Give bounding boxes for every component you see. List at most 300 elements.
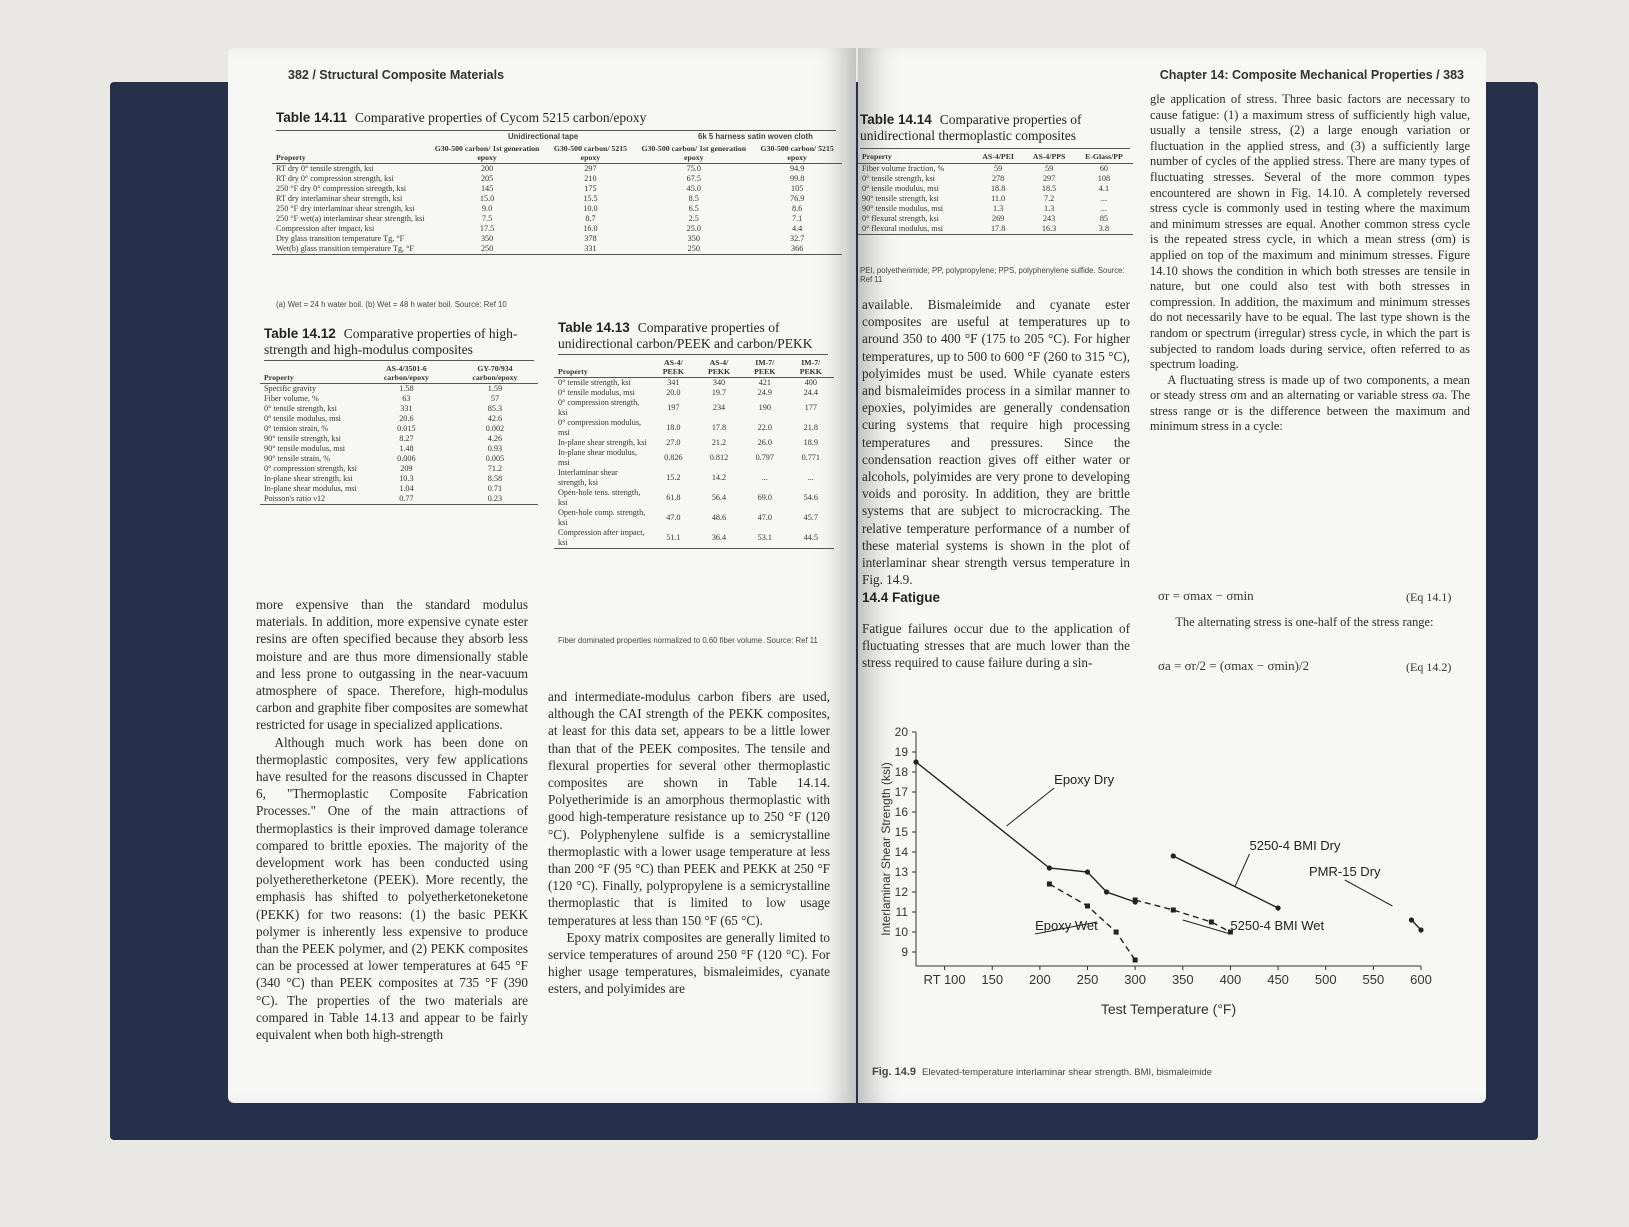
column-header: G30-500 carbon/ 1st generation epoxy	[635, 144, 752, 164]
table-cell: 47.0	[666, 513, 681, 523]
table-cell: 234	[712, 403, 726, 413]
table-cell: 18.8	[990, 183, 1006, 193]
table-row	[554, 418, 834, 438]
table-row	[858, 214, 1133, 224]
data-point	[1133, 958, 1138, 963]
column-header: GY-70/934 carbon/epoxy	[452, 364, 538, 384]
table-row	[554, 468, 834, 488]
table-cell: 177	[804, 403, 817, 413]
table-cell: Compression after impact, ksi	[554, 528, 651, 549]
table-row	[858, 174, 1133, 184]
series-label: Epoxy Dry	[1054, 772, 1115, 787]
table-cell: 0.71	[487, 484, 503, 494]
table-row	[260, 474, 538, 484]
fatigue-intro-text: Fatigue failures occur due to the application of fluctuating stresses that are much lower than the stress required to cause failure during a sin-	[862, 621, 1130, 671]
table-cell: 25.0	[686, 224, 701, 234]
table-cell: 0.771	[801, 453, 820, 463]
y-tick-label: 9	[901, 945, 908, 959]
table-cell: 0.812	[709, 453, 729, 463]
left-column-2-text: and intermediate-modulus carbon fibers are used, although the CAI strength of the PEKK composites, at least for this data set, appears to be a little lower than that of the PEEK composites. The tensile and flexural properties for several other thermoplastic composites are shown in Table 14.14. Polyetherimide is an amorphous thermoplastic with good high-temperature resistance up to 250 °F (120 °C). Polyphenylene sulfide is a semicrystalline thermoplastic with a lower usage temperature at less than 200 °F (95 °C) than PEEK and PEKK at 250 °F (120 °C). Finally, polypropylene is a semicrystalline thermoplastic that is limited to low usage temperatures at less than 150 °F (65 °C). Epoxy matrix composites are generally limited to service temperatures of around 250 °F (120 °C). For higher usage temperatures, bismaleimides, cyanate esters, and polyimides are	[548, 689, 830, 997]
table-cell: 4.1	[1098, 183, 1110, 193]
equation-14-1: σr = σmax − σmin	[1158, 588, 1254, 603]
left-page	[228, 48, 856, 1103]
column-header: AS-4/3501-6 carbon/epoxy	[361, 364, 452, 384]
table-cell: 366	[752, 244, 842, 255]
table-cell: 1.3	[993, 203, 1004, 213]
table-14-12-title: Table 14.12 Comparative properties of high-strength and high-modulus composites	[264, 326, 518, 357]
table-row	[554, 438, 834, 448]
table-row	[272, 164, 842, 175]
x-tick-label: 150	[981, 972, 1004, 987]
table-cell: 10.0	[583, 204, 598, 214]
data-point	[1275, 905, 1280, 910]
table-cell: 0.93	[487, 444, 503, 454]
data-point	[1047, 882, 1052, 887]
table-cell: 21.2	[711, 438, 727, 448]
column-header: AS-4/ PEKK	[696, 358, 742, 378]
series-line	[1173, 856, 1278, 908]
table-cell: 350	[687, 234, 700, 244]
table-cell: 4.4	[792, 224, 803, 234]
column-header: G30-500 carbon/ 1st generation epoxy	[429, 144, 546, 164]
series-label: Epoxy Wet	[1035, 918, 1098, 933]
table-row	[272, 184, 842, 194]
table-cell: 69.0	[757, 493, 772, 503]
table-rule	[558, 354, 828, 355]
table-cell: 190	[758, 403, 771, 413]
table-row	[272, 214, 842, 224]
table-14-11-title: Table 14.11 Comparative properties of Cycom 5215 carbon/epoxy	[276, 110, 647, 125]
table-cell: 99.8	[789, 174, 805, 184]
right-column-1-text: available. Bismaleimide and cyanate ester composites are useful at temperatures up to around 350 to 400 °F (175 to 205 °C). For higher temperatures, up to 500 to 600 °F (260 to 315 °C), polyimides must be used. While cyanate esters and bismaleimides process in a similar manner to epoxies, polyimides are generally condensation curing systems that require high processing temperatures and pressures. Since the condensation reaction gives off either water or alcohols, polyimides are very prone to developing voids and porosity. In addition, they are brittle systems that are subject to microcracking. The relative temperature performance of a number of these material systems is shown in the plot of interlaminar shear strength versus temperature in Fig. 14.9.	[862, 297, 1130, 588]
table-row	[272, 224, 842, 234]
table-cell: 59	[994, 163, 1003, 173]
table-cell: RT dry 0° compression strength, ksi	[276, 174, 394, 184]
table-cell: ...	[761, 473, 768, 483]
table-cell: 1.04	[399, 484, 414, 494]
table-cell: 9.0	[481, 204, 493, 214]
table-cell: Fiber volume fraction, %	[862, 163, 945, 173]
table-row	[554, 388, 834, 398]
table-cell: 20.6	[399, 414, 414, 424]
table-14-14-footnote: PEI, polyetherimide; PP, polypropylene; PPS, polyphenylene sulfide. Source: Ref 11	[860, 266, 1125, 284]
section-heading-fatigue: 14.4 Fatigue	[862, 590, 941, 605]
table-cell: 57	[490, 394, 500, 404]
y-tick-label: 11	[895, 905, 908, 919]
annotation-leader	[1007, 788, 1055, 826]
table-cell: Specific gravity	[264, 384, 317, 394]
table-row	[260, 384, 538, 395]
table-cell: 341	[667, 378, 680, 388]
table-row	[554, 488, 834, 508]
table-cell: 269	[991, 213, 1005, 223]
table-14-13	[554, 358, 834, 549]
table-cell: 250	[635, 244, 752, 255]
column-header: G30-500 carbon/ 5215 epoxy	[752, 144, 842, 164]
table-cell: 14.2	[711, 473, 727, 483]
running-head-left: 382 / Structural Composite Materials	[288, 68, 505, 82]
table-14-13-title: Table 14.13 Comparative properties of unidirectional carbon/PEEK and carbon/PEKK	[558, 320, 813, 351]
table-row	[260, 434, 538, 444]
table-cell: 210	[584, 174, 597, 184]
column-header: AS-4/PPS	[1023, 152, 1075, 163]
table-cell: 76.9	[789, 194, 805, 204]
y-tick-label: 17	[894, 785, 908, 799]
table-cell: 0° compression strength, ksi	[264, 464, 357, 474]
table-cell: 42.6	[487, 414, 503, 424]
table-row	[554, 528, 834, 549]
table-cell: 8.6	[792, 204, 803, 214]
table-cell: 24.9	[757, 388, 772, 398]
x-tick-label: 550	[1362, 972, 1385, 987]
table-cell: 421	[758, 378, 771, 388]
right-column-2-text: gle application of stress. Three basic factors are necessary to cause fatigue: (1) a maximum stress of sufficiently high value, usually a tensile stress, (2) a large enough variation or fluctuation in the applied stress, and (3) a sufficiently large number of cycles of the applied stress. There are many types of fluctuating stresses. Several of the more common types encountered are shown in Fig. 14.10. A completely reversed stress cycle is commonly used in testing where the maximum and minimum stresses are equal. Another common stress cycle is the repeated stress cycle, in which a mean stress (σm) is applied on top of the maximum and minimum stresses. Figure 14.10 shows the condition in which both stresses are tensile in nature, but one could also test with both stresses in compression. In addition, the maximum and minimum stresses do not necessarily have to be equal. The last type shown is the random or spectrum (irregular) stress cycle, in which the part is subjected to random loads during service, often referred to as spectrum loading. A fluctuating stress is made up of two components, a mean or steady stress σm and an alternating or variable stress σa. The stress range σr is the difference between the maximum and minimum stress in a cycle:	[1150, 92, 1470, 434]
column-header: G30-500 carbon/ 5215 epoxy	[546, 144, 636, 164]
table-row	[272, 194, 842, 204]
table-cell: In-plane shear modulus, msi	[264, 484, 357, 494]
table-cell: 175	[584, 184, 597, 194]
equation-14-2: σa = σr/2 = (σmax − σmin)/2	[1158, 658, 1310, 673]
table-cell: 90° tensile strain, %	[264, 454, 331, 464]
table-cell: 15.0	[479, 194, 495, 204]
table-cell: 27.0	[666, 438, 681, 448]
table-row	[260, 444, 538, 454]
table-cell: ...	[1100, 193, 1107, 203]
table-cell: 3.8	[1075, 224, 1133, 235]
table-cell: In-plane shear strength, ksi	[264, 474, 353, 484]
table-cell: 1.59	[487, 384, 503, 394]
table-cell: 200	[480, 164, 494, 174]
table-row	[260, 494, 538, 505]
table-row	[858, 184, 1133, 194]
series-label: 5250-4 BMI Wet	[1230, 918, 1325, 933]
data-point	[913, 759, 918, 764]
table-rule	[276, 130, 836, 131]
chart-svg	[876, 716, 1476, 1056]
x-axis-label: Test Temperature (°F)	[1100, 1001, 1237, 1017]
table-cell: 17.5	[479, 224, 495, 234]
x-tick-label: 350	[1171, 972, 1194, 987]
table-cell: 26.0	[757, 438, 772, 448]
table-cell: 18.0	[666, 423, 681, 433]
data-point	[1209, 920, 1214, 925]
annotation-leader	[1183, 920, 1231, 934]
table-cell: 7.1	[792, 214, 803, 224]
table-cell: 0° tensile strength, ksi	[558, 378, 631, 388]
table-cell: 0° tensile strength, ksi	[264, 404, 337, 414]
table-group-header: Unidirectional tape	[508, 132, 579, 141]
table-row	[272, 244, 842, 255]
table-cell: 56.4	[711, 493, 727, 503]
table-cell: 350	[480, 234, 494, 244]
y-tick-label: 12	[894, 885, 908, 899]
y-tick-label: 14	[894, 845, 908, 859]
table-cell: 205	[480, 174, 494, 184]
table-row	[260, 424, 538, 434]
table-cell: 61.8	[666, 493, 681, 503]
x-tick-label: 300	[1124, 972, 1147, 987]
series-line	[1135, 900, 1230, 932]
table-cell: 15.2	[666, 473, 681, 483]
table-row	[272, 234, 842, 244]
table-cell: 2.5	[688, 214, 699, 224]
table-cell: 18.9	[803, 438, 818, 448]
data-point	[1418, 927, 1423, 932]
table-cell: 18.5	[1041, 183, 1057, 193]
column-header: Property	[260, 364, 361, 384]
table-14-13-footnote: Fiber dominated properties normalized to 0.60 fiber volume. Source: Ref 11	[558, 636, 818, 645]
table-cell: Open-hole tens. strength, ksi	[558, 488, 641, 508]
data-point	[1047, 865, 1052, 870]
table-row	[272, 204, 842, 214]
table-cell: 11.0	[991, 193, 1006, 203]
column-header: E-Glass/PP	[1075, 152, 1133, 163]
table-row	[554, 508, 834, 528]
column-header: AS-4/ PEEK	[651, 358, 696, 378]
table-row	[858, 194, 1133, 204]
column-header: Property	[554, 358, 651, 378]
table-cell: 60	[1099, 163, 1109, 173]
table-cell: 0° compression modulus, msi	[558, 418, 642, 438]
x-tick-label: 250	[1076, 972, 1099, 987]
y-tick-label: 19	[894, 745, 908, 759]
table-cell: 331	[546, 244, 636, 255]
equation-14-1-number: (Eq 14.1)	[1406, 590, 1452, 604]
table-cell: Wet(b) glass transition temperature Tg, °F	[272, 244, 429, 255]
y-tick-label: 10	[894, 925, 908, 939]
table-cell: 0.006	[397, 454, 416, 464]
table-cell: 90° tensile modulus, msi	[264, 444, 346, 454]
table-cell: 108	[1097, 173, 1111, 183]
data-point	[1104, 889, 1109, 894]
table-row	[858, 163, 1133, 174]
table-cell: 250 °F wet(a) interlaminar shear strength, ksi	[276, 214, 425, 224]
x-tick-label: 450	[1267, 972, 1289, 987]
table-cell: 15.5	[583, 194, 598, 204]
data-point	[1409, 917, 1414, 922]
table-row	[554, 398, 834, 418]
table-cell: 0.002	[485, 424, 505, 434]
table-cell: 51.1	[651, 528, 696, 549]
table-cell: 378	[584, 234, 597, 244]
column-header: Property	[272, 144, 429, 164]
table-cell: 24.4	[803, 388, 818, 398]
table-cell: 16.3	[1023, 224, 1075, 235]
table-cell: 278	[991, 173, 1005, 183]
y-tick-label: 16	[894, 805, 908, 819]
table-cell: 4.26	[487, 434, 503, 444]
table-cell: RT dry 0° tensile strength, ksi	[276, 164, 374, 174]
table-cell: 8.27	[399, 434, 414, 444]
table-cell: 0° compression strength, ksi	[558, 398, 640, 418]
table-row	[260, 454, 538, 464]
data-point	[1171, 853, 1176, 858]
table-cell: 0° flexural modulus, msi	[858, 224, 973, 235]
figure-caption: Fig. 14.9 Elevated-temperature interlaminar shear strength. BMI, bismaleimide	[872, 1066, 1212, 1078]
x-tick-label: 600	[1410, 972, 1432, 987]
table-cell: 0° tensile modulus, msi	[862, 183, 939, 193]
table-cell: 36.4	[696, 528, 742, 549]
table-cell: 0° tensile modulus, msi	[558, 388, 635, 398]
table-row	[260, 484, 538, 494]
table-cell: 0.77	[361, 494, 452, 505]
table-cell: 331	[400, 404, 413, 414]
table-cell: 250	[429, 244, 546, 255]
table-cell: 17.8	[973, 224, 1023, 235]
table-cell: 197	[667, 403, 680, 413]
column-header: Property	[858, 152, 973, 163]
table-cell: 22.0	[757, 423, 772, 433]
table-cell: 1.3	[1043, 203, 1055, 213]
equation-14-2-number: (Eq 14.2)	[1406, 660, 1452, 674]
table-cell: ...	[1100, 203, 1107, 213]
table-cell: 47.0	[757, 513, 772, 523]
table-row	[858, 224, 1133, 235]
table-cell: 32.7	[789, 234, 805, 244]
x-tick-label: RT 100	[923, 972, 966, 987]
table-cell: Open-hole comp. strength, ksi	[558, 508, 646, 528]
right-page	[858, 48, 1486, 1103]
table-cell: In-plane shear strength, ksi	[558, 438, 647, 448]
table-cell: 94.9	[789, 164, 805, 174]
table-cell: 16.0	[583, 224, 598, 234]
table-cell: 0.015	[397, 424, 416, 434]
left-column-1-text: more expensive than the standard modulus materials. In addition, more expensive cynate ester resins are often specified because they absorb less moisture and are thus more dimensionally stable and less prone to outgassing in the near-vacuum atmosphere of space. Therefore, high-modulus carbon and graphite fiber composites are somewhat restricted for usage in specialized applications. Although much work has been done on thermoplastic composites, very few applications have resulted for the reasons discussed in Chapter 6, "Thermoplastic Composite Fabrication Processes." One of the main attractions of thermoplastics is their improved damage tolerance compared to brittle epoxies. The majority of the development work has been conducted using polyetheretherketone (PEEK). More recently, the emphasis has shifted to polyetherketoneketone (PEKK) for two reasons: (1) the basic PEKK polymer is inherently less expensive to produce than the PEEK polymer, and (2) PEKK composites can be processed at lower temperatures at 645 °F (340 °C) than PEEK composites at 735 °F (390 °C). The properties of the two materials are compared in Table 14.13 and appear to be fairly equivalent when both high-strength	[256, 597, 528, 1043]
data-point	[1171, 908, 1176, 913]
table-cell: 71.2	[487, 464, 503, 474]
table-cell: 1.48	[399, 444, 414, 454]
table-cell: 8.7	[585, 214, 596, 224]
x-tick-label: 200	[1029, 972, 1051, 987]
series-label: PMR-15 Dry	[1309, 864, 1381, 879]
table-cell: 45.7	[803, 513, 818, 523]
table-row	[554, 378, 834, 389]
data-point	[1085, 869, 1090, 874]
table-row	[272, 174, 842, 184]
table-row	[858, 204, 1133, 214]
equation-intro-text: The alternating stress is one-half of the stress range:	[1175, 615, 1434, 629]
table-cell: 0.797	[755, 453, 774, 463]
table-cell: 250 °F dry interlaminar shear strength, ksi	[276, 204, 415, 214]
table-cell: 209	[400, 464, 413, 474]
table-group-header-2: 6k 5 harness satin woven cloth	[698, 132, 813, 141]
figure-14-9-chart	[876, 716, 1476, 1056]
table-cell: 400	[804, 378, 817, 388]
table-cell: 75.0	[686, 164, 701, 174]
y-tick-label: 20	[894, 725, 908, 739]
table-cell: Fiber volume, %	[264, 394, 319, 404]
table-14-11-footnote: (a) Wet = 24 h water boil. (b) Wet = 48 h water boil. Source: Ref 10	[276, 300, 507, 309]
table-cell: In-plane shear modulus, msi	[558, 448, 637, 468]
table-row	[260, 464, 538, 474]
table-14-14	[858, 152, 1133, 235]
table-cell: 0.23	[452, 494, 538, 505]
table-cell: 340	[712, 378, 726, 388]
table-cell: 10.3	[399, 474, 414, 484]
table-cell: 105	[791, 184, 804, 194]
table-cell: 243	[1042, 213, 1056, 223]
table-cell: 21.8	[803, 423, 818, 433]
annotation-leader	[1345, 880, 1393, 906]
table-row	[260, 394, 538, 404]
table-14-11	[272, 144, 842, 255]
table-cell: 8.58	[487, 474, 503, 484]
data-point	[1133, 898, 1138, 903]
x-tick-label: 400	[1219, 972, 1242, 987]
y-tick-label: 15	[894, 825, 908, 839]
data-point	[1114, 930, 1119, 935]
table-rule	[264, 360, 534, 361]
table-cell: 44.5	[788, 528, 834, 549]
y-axis-label: Interlaminar Shear Strength (ksi)	[879, 762, 893, 936]
annotation-leader	[1235, 854, 1249, 886]
table-cell: 6.5	[688, 204, 699, 214]
table-cell: 250 °F dry 0° compression strength, ksi	[276, 184, 407, 194]
table-cell: 20.0	[666, 388, 681, 398]
table-cell: 0° tensile modulus, msi	[264, 414, 341, 424]
table-cell: 48.6	[711, 513, 727, 523]
table-cell: 17.8	[711, 423, 727, 433]
series-label: 5250-4 BMI Dry	[1249, 838, 1341, 853]
table-cell: 7.2	[1043, 193, 1055, 203]
table-cell: 90° tensile strength, ksi	[862, 193, 939, 203]
table-cell: Compression after impact, ksi	[276, 224, 375, 234]
table-cell: 53.1	[742, 528, 788, 549]
table-cell: 0° tension strain, %	[264, 424, 329, 434]
table-cell: 0.826	[664, 453, 683, 463]
table-row	[260, 404, 538, 414]
table-cell: 90° tensile strength, ksi	[264, 434, 341, 444]
table-cell: 297	[1042, 173, 1056, 183]
table-cell: 19.7	[711, 388, 727, 398]
table-cell: 54.6	[803, 493, 818, 503]
table-cell: 63	[402, 394, 411, 404]
column-header: IM-7/ PEEK	[742, 358, 788, 378]
table-cell: 67.5	[686, 174, 701, 184]
table-cell: RT dry interlaminar shear strength, ksi	[276, 194, 403, 204]
column-header: AS-4/PEI	[973, 152, 1023, 163]
table-cell: 145	[480, 184, 494, 194]
y-tick-label: 18	[894, 765, 908, 779]
table-cell: Poisson's ratio ν12	[260, 494, 361, 505]
table-row	[260, 414, 538, 424]
y-tick-label: 13	[894, 865, 908, 879]
table-cell: 0° flexural strength, ksi	[862, 213, 939, 223]
table-cell: 1.58	[399, 384, 414, 394]
table-cell: 7.5	[481, 214, 493, 224]
table-cell: 297	[584, 164, 597, 174]
table-cell: Interlaminar shear strength, ksi	[558, 468, 618, 488]
table-cell: 8.5	[688, 194, 699, 204]
running-head-right: Chapter 14: Composite Mechanical Properties / 383	[1159, 68, 1464, 82]
column-header: IM-7/ PEKK	[788, 358, 834, 378]
table-cell: 0° tensile strength, ksi	[862, 173, 935, 183]
x-tick-label: 500	[1314, 972, 1337, 987]
table-cell: 59	[1044, 163, 1054, 173]
table-14-14-title: Table 14.14 Comparative properties of unidirectional thermoplastic composites	[860, 112, 1082, 143]
table-cell: 85	[1099, 213, 1109, 223]
table-cell: 85.3	[487, 404, 503, 414]
table-cell: ...	[807, 473, 814, 483]
table-cell: 0.005	[485, 454, 505, 464]
table-row	[554, 448, 834, 468]
table-cell: Dry glass transition temperature Tg, °F	[276, 234, 405, 244]
table-14-12	[260, 364, 538, 505]
table-rule	[860, 148, 1130, 149]
table-cell: 90° tensile modulus, msi	[862, 203, 944, 213]
table-cell: 45.0	[686, 184, 701, 194]
data-point	[1085, 904, 1090, 909]
